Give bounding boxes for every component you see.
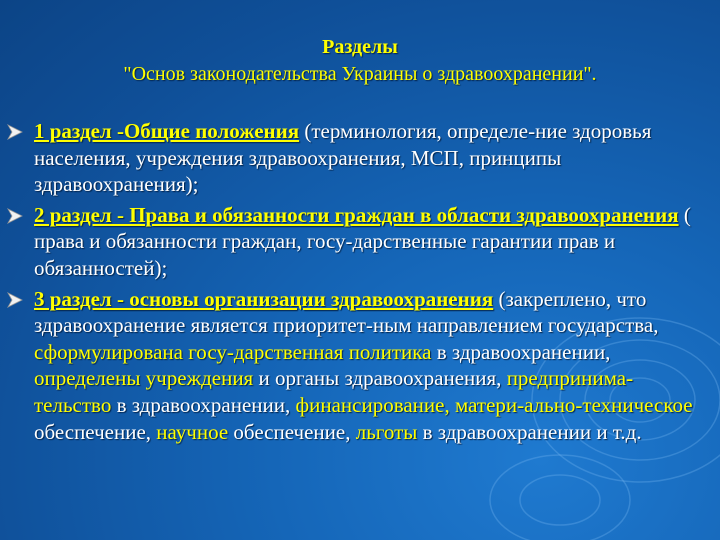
highlight-benefits: льготы xyxy=(355,419,418,444)
text-segment: в здравоохранении и т.д. xyxy=(417,419,642,444)
bullet-list xyxy=(6,118,710,449)
text-segment: в здравоохранении, xyxy=(111,392,296,417)
section-description: ( права и обязанности граждан, госу-дарственные гарантии прав и обязанностей); xyxy=(34,202,691,280)
highlight-financing: финансирование, матери-ально-техническое xyxy=(295,392,693,417)
highlight-institutions: определены учреждения xyxy=(34,366,254,391)
arrow-bullet-icon xyxy=(6,124,24,140)
highlight-scientific: научное xyxy=(156,419,229,444)
bullet-text xyxy=(34,118,710,198)
bullet-item-section-3 xyxy=(6,286,710,446)
bullet-item-section-2 xyxy=(6,202,710,282)
text-segment: обеспечение, xyxy=(228,419,356,444)
text-segment: и органы здравоохранения, xyxy=(253,366,507,391)
bullet-item-section-1 xyxy=(6,118,710,198)
text-segment: в здравоохранении, xyxy=(431,339,611,364)
arrow-bullet-icon xyxy=(6,208,24,224)
highlight-policy: сформулирована госу-дарственная политика xyxy=(34,339,432,364)
section-description: (терминология, определе-ние здоровья населения, учреждения здравоохранения, МСП, принципы здравоохранения); xyxy=(34,119,652,197)
slide-title xyxy=(0,34,720,88)
bullet-text xyxy=(34,286,710,446)
bullet-text xyxy=(34,202,710,282)
section-heading: 2 раздел - Права и обязанности граждан в области здравоохранения xyxy=(34,202,679,227)
text-segment: (закреплено, что здравоохранение является приоритет-ным направлением государства, xyxy=(34,286,659,338)
title-line-sections: Разделы xyxy=(322,36,398,58)
section-heading: 1 раздел -Общие положения xyxy=(34,119,300,143)
highlight-entrepreneurship: предпринима-тельство xyxy=(34,366,634,417)
title-line-law-name: "Основ законодательства Украины о здравоохранении". xyxy=(123,63,597,85)
arrow-bullet-icon xyxy=(6,292,24,308)
text-segment: обеспечение, xyxy=(34,419,157,444)
section-heading: 3 раздел - основы организации здравоохранения xyxy=(34,286,494,311)
